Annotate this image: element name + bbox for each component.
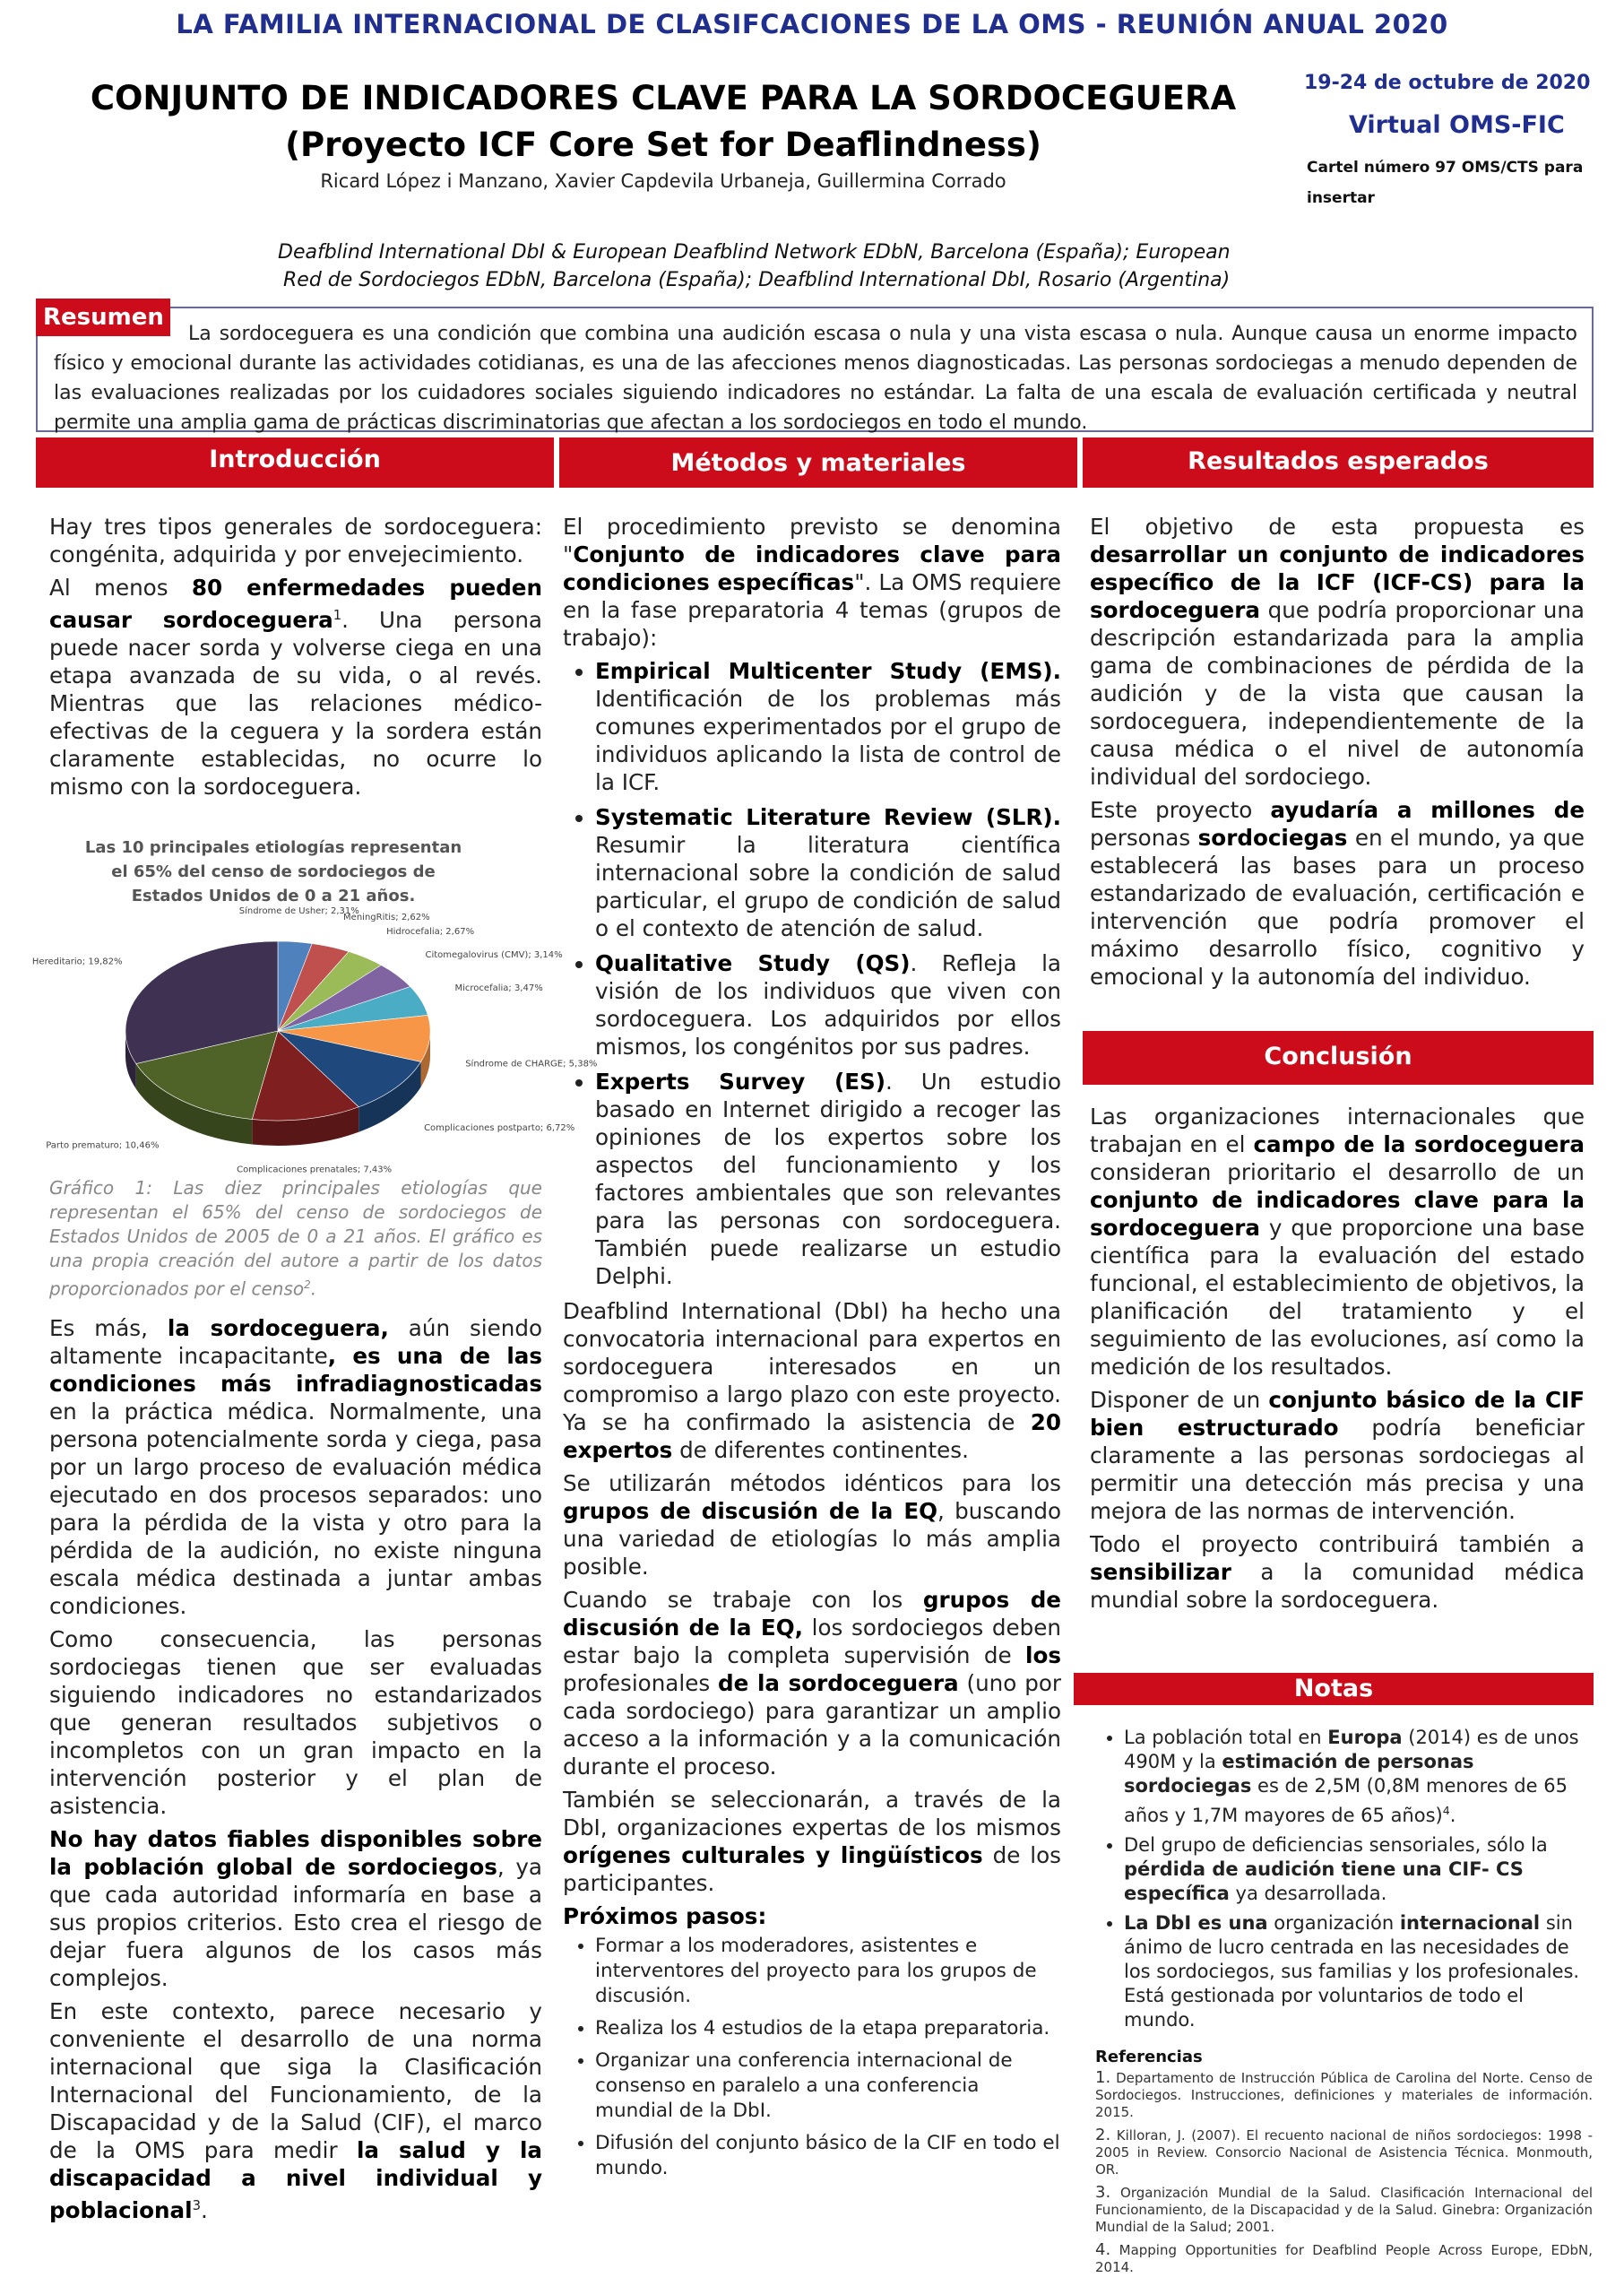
list-item: • Experts Survey (ES). Un estudio basado en Internet dirigido a recoger las opiniones de los expertos sobre los aspectos del funcionamiento y los factores ambientales que son relevantes para las personas con sordoceguera. También puede realizarse un estudio Delphi. [595,1068,1061,1290]
results-paragraph: El objetivo de esta propuesta es desarrollar un conjunto de indicadores específico de la ICF (ICF-CS) para la sordoceguera que podría proporcionar una descripción estandarizada para la amplia gama de combinaciones de pérdida de la audición y de la vista que causan la sordoceguera, independientemente de la causa médica o el nivel de autonomía individual del sordociego. [1090,514,1585,790]
conclusion-paragraph: Las organizaciones internacionales que trabajan en el campo de la sordoceguera consideran prioritario el desarrollo de un conjunto de indicadores clave para la sordoceguera y que proporcione una base científica para la evaluación del estado funcional, el establecimiento de objetivos, la planificación del tratamiento y el seguimiento de las evoluciones, así como la medición de los resultados. [1090,1104,1585,1380]
abstract-body: La sordoceguera es una condición que combina una audición escasa o nula y una vista escasa o nula. Aunque causa un enorme impacto físico y emocional durante las actividades cotidianas, es una de las afecciones menos diagnosticadas. Las personas sordociegas a menudo dependen de las evaluaciones realizadas por los cuidadores sociales siguiendo indicadores no estándar. La falta de una escala de evaluación certificada y neutral permite una amplia gama de prácticas discriminatorias que afectan a los sordociegos en todo el mundo. [54,323,1577,434]
intro-paragraph: Como consecuencia, las personas sordociegas tienen que ser evaluadas siguiendo indicadores no estandarizados que generan resultados subjetivos o incompletos con un gran impacto en la intervención posterior y el plan de asistencia. [49,1626,542,1819]
pie-slice-label: Síndrome de Usher; 2,31% [238,905,359,916]
list-item: • La DbI es una organización internacional sin ánimo de lucro centrada en las necesidades de los sordociegos, sus familias y los profesionales. Está gestionada por voluntarios de todo el mundo. [1124,1911,1595,2032]
conclusion-paragraph: Disponer de un conjunto básico de la CIF bien estructurado podría beneficiar claramente a las personas sordociegas al permitir una detección más precisa y una mejora de las normas de intervención. [1090,1387,1585,1524]
reference-item: 4. Mapping Opportunities for Deafblind People Across Europe, EDbN, 2014. [1095,2240,1593,2275]
list-item: • Systematic Literature Review (SLR). Resumir la literatura científica internacional sobre la condición de salud particular, el grupo de condición de salud o el contexto de atención de salud. [595,803,1061,942]
list-item: • Qualitative Study (QS). Refleja la visión de los individuos que viven con sordoceguera. Los adquiridos por ellos mismos, los congénitos por sus padres. [595,949,1061,1061]
intro-paragraph: Es más, la sordoceguera, aún siendo altamente incapacitante, es una de las condiciones más infradiagnosticadas en la práctica médica. Normalmente, una persona potencialmente sorda y ciega, pasa por un largo proceso de evaluación médica ejecutado en dos procesos separados: uno para la pérdida de la vista y otro para la pérdida de la audición, no existe ninguna escala médica destinada a juntar ambas condiciones. [49,1315,543,1619]
affiliation-line: Deafblind International DbI & European Deafblind Network EDbN, Barcelona (España); European [278,241,1231,264]
pie-slice-label: Hereditario; 19,82% [31,957,123,967]
affiliations [278,238,1353,294]
results-paragraph: Este proyecto ayudaría a millones de personas sordociegas en el mundo, ya que establecerá las bases para un proceso estandarizado de evaluación, certificación e intervención que podría promover el máximo desarrollo físico, cognitivo y emocional y la autonomía del individuo. [1090,797,1585,990]
reference-item: 3. Organización Mundial de la Salud. Clasificación Internacional del Funcionamiento, de la Discapacidad y de la Salud. Ginebra: Organización Mundial de la Salud; 2001. [1095,2183,1593,2235]
section-header-results: Resultados esperados [1083,437,1594,488]
results-column [1090,513,1585,996]
intro-paragraph: Al menos 80 enfermedades pueden causar sordoceguera$^1$. Una persona puede nacer sorda y volverse ciega en una etapa avanzada de su vida, o al revés. Mientras que las relaciones médico-efectivas de la ceguera y la sordera están claramente establecidas, no ocurre lo mismo con la sordoceguera. [49,575,542,801]
event-name: Virtual OMS-FIC [1349,111,1565,139]
pie-slice-label: Microcefalia; 3,47% [454,983,543,994]
methods-paragraph: Cuando se trabaje con los grupos de discusión de la EQ, los sordociegos deben estar bajo la completa supervisión de los profesionales de la sordoceguera (uno por cada sordociego) para garantizar un amplio acceso a la información y a la comunicación durante el proceso. [563,1587,1061,1780]
list-item: • Realiza los 4 estudios de la etapa preparatoria. [595,2016,1061,2041]
pie-chart [31,905,598,1175]
poster-title: CONJUNTO DE INDICADORES CLAVE PARA LA SORDOCEGUERA [90,79,1237,117]
event-banner: LA FAMILIA INTERNACIONAL DE CLASIFCACIONES DE LA OMS - REUNIÓN ANUAL 2020 [176,9,1448,39]
intro-paragraph: No hay datos fiables disponibles sobre la población global de sordociegos, ya que cada autoridad informaría en base a sus propios criterios. Esto crea el riesgo de dejar fuera algunos de los casos más complejos. [49,1826,542,1991]
event-date: 19-24 de octubre de 2020 [1304,72,1591,94]
next-steps-title: Próximos pasos: [563,1903,767,1929]
poster-number: Cartel número 97 OMS/CTS para insertar [1307,159,1584,207]
next-steps-list [563,1934,1061,2181]
methods-paragraph: Deafblind International (DbI) ha hecho una convocatoria internacional para expertos en sordoceguera interesados en un compromiso a largo plazo con este proyecto. Ya se ha confirmado la asistencia de 20 expertos de diferentes continentes. [563,1298,1061,1463]
list-item: • Empirical Multicenter Study (EMS). Identificación de los problemas más comunes experimentados por el grupo de individuos aplicando la lista de control de la ICF. [595,657,1061,796]
list-item: • Organizar una conferencia internacional de consenso en paralelo a una conferencia mundial de la DbI. [595,2048,1061,2124]
conclusion-paragraph: Todo el proyecto contribuirá también a sensibilizar a la comunidad médica mundial sobre la sordoceguera. [1090,1531,1585,1613]
list-item: • Formar a los moderadores, asistentes e interventores del proyecto para los grupos de discusión. [595,1934,1061,2009]
affiliation-line: Red de Sordociegos EDbN, Barcelona (España); Deafblind International DbI, Rosario (Argentina) [283,269,1231,291]
intro-column [49,513,542,806]
reference-item: 2. Killoran, J. (2007). El recuento nacional de niños sordociegos: 1998 - 2005 in Review. Consorcio Nacional de Asistencia Técnica. Monmouth, OR. [1095,2126,1593,2178]
abstract-label: Resumen [36,299,170,336]
abstract-text [54,319,1577,434]
pie-slice-label: Parto prematuro; 10,46% [46,1140,160,1151]
poster-subtitle: (Proyecto ICF Core Set for Deaflindness) [285,126,1041,164]
chart-caption: Gráfico 1: Las diez principales etiologías que representan el 65% del censo de sordociegos de Estados Unidos de 2005 de 0 a 21 años. El gráfico es una propia creación del autore a partir de los datos proporcionados por el censo$^2$. [49,1177,542,1300]
section-header-notes: Notas [1074,1673,1594,1705]
references-title: Referencias [1095,2048,1203,2066]
notes-list [1093,1726,1595,2032]
intro-paragraph: Hay tres tipos generales de sordoceguera: congénita, adquirida y por envejecimiento. [49,514,542,567]
methods-paragraph: Se utilizarán métodos idénticos para los grupos de discusión de la EQ, buscando una variedad de etiologías lo más amplia posible. [563,1470,1061,1580]
section-header-intro: Introducción [36,437,554,488]
pie-slice-label: MeningRitis; 2,62% [343,913,430,923]
conclusion-column [1090,1103,1585,1619]
list-item: • Del grupo de deficiencias sensoriales, sólo la pérdida de audición tiene una CIF- CS específica ya desarrollada. [1124,1833,1595,1906]
pie-slice-label: Complicaciones prenatales; 7,43% [237,1165,393,1175]
reference-item: 1. Departamento de Instrucción Pública de Carolina del Norte. Censo de Sordociegos. Instrucciones, definiciones y materiales de información. 2015. [1095,2068,1593,2120]
list-item: • Difusión del conjunto básico de la CIF en todo el mundo. [595,2131,1061,2181]
list-item: • La población total en Europa (2014) es de unos 490M y la estimación de personas sordociegas es de 2,5M (0,8M menores de 65 años y 1,7M mayores de 65 años)$^4$. [1124,1726,1595,1828]
methods-paragraph: También se seleccionarán, a través de la DbI, organizaciones expertas de los mismos orígenes culturales y lingüísticos de los participantes. [563,1787,1061,1896]
methods-column [563,513,1061,2188]
intro-paragraph: En este contexto, parece necesario y conveniente el desarrollo de una norma internacional que siga la Clasificación Internacional del Funcionamiento, de la Discapacidad y de la Salud (CIF), el marco de la OMS para medir la salud y la discapacidad a nivel individual y poblacional$^3$. [49,1998,542,2224]
intro-column-lower [49,1314,542,2230]
chart-title: Las 10 principales etiologías representan el 65% del censo de sordociegos de Estados Unidos de 0 a 21 años. [84,838,462,905]
references-block [1095,2048,1593,2282]
pie-slice-label: Hidrocefalia; 2,67% [386,927,475,938]
pie-slice-label: Síndrome de CHARGE; 5,38% [465,1059,598,1070]
pie-slice-label: Complicaciones postparto; 6,72% [424,1123,575,1134]
pie-slice-label: Citomegalovirus (CMV); 3,14% [425,949,563,960]
section-header-conclusion: Conclusión [1083,1031,1594,1085]
working-groups-list [563,657,1061,1290]
authors: Ricard López i Manzano, Xavier Capdevila Urbaneja, Guillermina Corrado [320,170,1006,192]
methods-paragraph: El procedimiento previsto se denomina "Conjunto de indicadores clave para condiciones específicas". La OMS requiere en la fase preparatoria 4 temas (grupos de trabajo): [563,514,1061,651]
section-header-methods: Métodos y materiales [559,437,1077,488]
notes-block [1093,1726,1595,2038]
